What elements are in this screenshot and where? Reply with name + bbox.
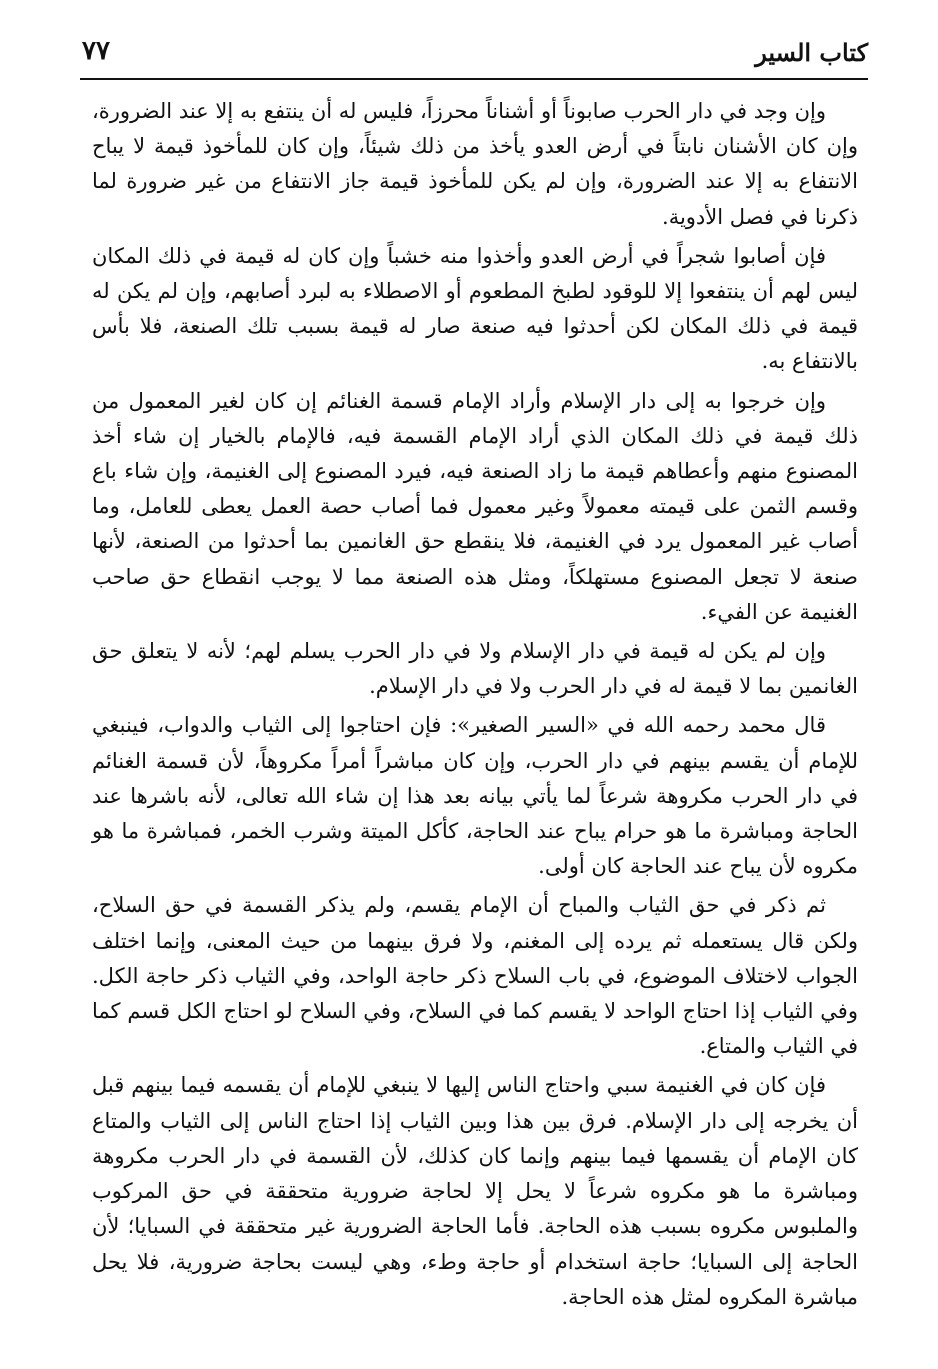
paragraph: ثم ذكر في حق الثياب والمباح أن الإمام يقسم، ولم يذكر القسمة في حق السلاح، ولكن قال يستعمله ثم يرده إلى المغنم، ولا فرق بينهما من حيث المعنى، وإنما اختلف الجواب لاختلاف الموضوع، في باب السلاح ذكر حاجة الواحد، وفي الثياب ذكر حاجة الكل. وفي الثياب إذا احتاج الواحد لا يقسم كما في السلاح، وفي السلاح لو احتاج الكل قسم كما في الثياب والمتاع. bbox=[92, 893, 858, 1059]
paragraph: قال محمد رحمه الله في «السير الصغير»: فإن احتاجوا إلى الثياب والدواب، فينبغي للإمام أن يقسم بينهم في دار الحرب، وإن كان مباشراً أمراً مكروهاً، لأن قسمة الغنائم في دار الحرب مكروهة شرعاً لما يأتي بيانه بعد هذا إن شاء الله تعالى، لأنه باشرها عند الحاجة ومباشرة ما هو حرام يباح عند الحاجة، كأكل الميتة وشرب الخمر، فمباشرة ما هو مكروه لأن يباح عند الحاجة كان أولى. bbox=[92, 713, 858, 879]
body-text bbox=[92, 94, 858, 1319]
paragraph: وإن وجد في دار الحرب صابوناً أو أشناناً محرزاً، فليس له أن ينتفع به إلا عند الضرورة، وإن كان الأشنان نابتاً في أرض العدو يأخذ من ذلك شيئاً، وإن كان للمأخوذ قيمة لا يباح الانتفاع به إلا عند الضرورة، وإن لم يكن للمأخوذ قيمة جاز الانتفاع من غير ضرورة لما ذكرنا في فصل الأدوية. bbox=[92, 99, 858, 229]
chapter-title: كتاب السير bbox=[755, 38, 868, 67]
page-header bbox=[80, 30, 868, 80]
paragraph: فإن كان في الغنيمة سبي واحتاج الناس إليها لا ينبغي للإمام أن يقسمه فيما بينهم قبل أن يخرجه إلى دار الإسلام. فرق بين هذا وبين الثياب إذا احتاج الناس إلى الثياب والمتاع كان الإمام أن يقسمها فيما بينهم وإنما كان كذلك، لأن القسمة في دار الحرب مكروهة ومباشرة ما هو مكروه شرعاً لا يحل إلا لحاجة ضرورية متحققة في حق المركوب والملبوس مكروه بسبب هذه الحاجة. فأما الحاجة الضرورية غير متحققة في السبايا؛ لأن الحاجة إلى السبايا؛ حاجة استخدام أو حاجة وطء، وهي ليست بحاجة ضرورية، فلا يحل مباشرة المكروه لمثل هذه الحاجة. bbox=[92, 1073, 858, 1309]
page-number: ٧٧ bbox=[82, 36, 110, 66]
paragraph: وإن خرجوا به إلى دار الإسلام وأراد الإمام قسمة الغنائم إن كان لغير المعمول من ذلك قيمة في ذلك المكان الذي أراد الإمام القسمة فيه، فالإمام بالخيار إن شاء أخذ المصنوع منهم وأعطاهم قيمة ما زاد الصنعة فيه، فيرد المصنوع إلى الغنيمة، وإن شاء باع وقسم الثمن على قيمته معمولاً وغير معمول فما أصاب حصة العمل يعطى للعامل، وما أصاب غير المعمول يرد في الغنيمة، فلا ينقطع حق الغانمين بما أحدثوا من الصنعة، لأنها صنعة لا تجعل المصنوع مستهلكاً، ومثل هذه الصنعة مما لا يوجب انقطاع حق صاحب الغنيمة عن الفيء. bbox=[92, 388, 858, 624]
paragraph: وإن لم يكن له قيمة في دار الإسلام ولا في دار الحرب يسلم لهم؛ لأنه لا يتعلق حق الغانمين بما لا قيمة له في دار الحرب ولا في دار الإسلام. bbox=[92, 639, 858, 699]
paragraph: فإن أصابوا شجراً في أرض العدو وأخذوا منه خشباً وإن كان له قيمة في ذلك المكان ليس لهم أن ينتفعوا إلا للوقود لطبخ المطعوم أو الاصطلاء به لبرد أصابهم، وإن لم يكن له قيمة في ذلك المكان لكن أحدثوا فيه صنعة صار له قيمة بسبب تلك الصنعة، فلا بأس بالانتفاع به. bbox=[92, 243, 858, 374]
